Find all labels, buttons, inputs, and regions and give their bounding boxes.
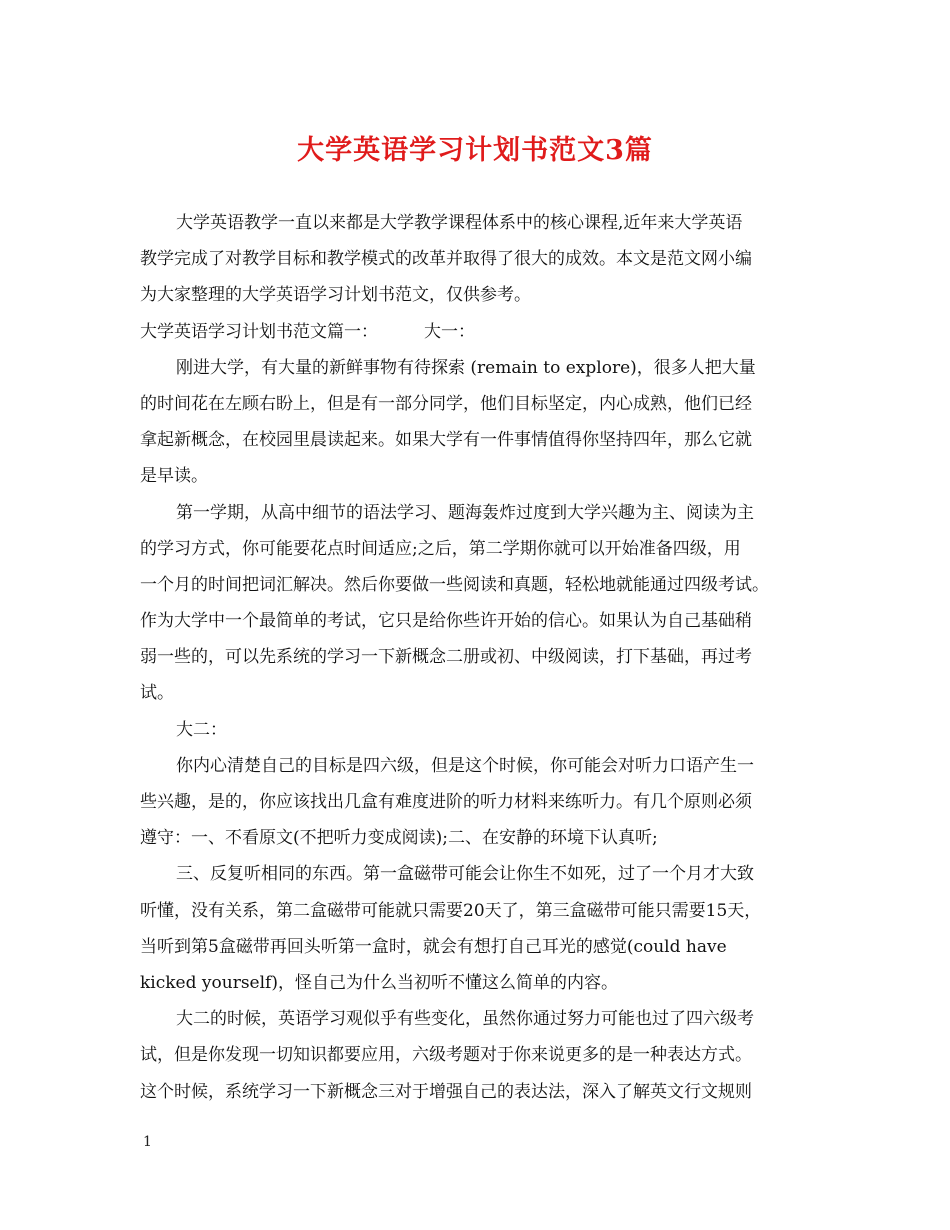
section-heading — [140, 314, 816, 350]
text-line: 遵守：一、不看原文(不把听力变成阅读);二、在安静的环境下认真听; — [140, 828, 658, 849]
document-body — [140, 205, 816, 1110]
subheading: 大二： — [176, 719, 227, 740]
text-line: 些兴趣，是的，你应该找出几盒有难度进阶的听力材料来练听力。有几个原则必须 — [140, 792, 752, 812]
text-line: 大二的时候，英语学习观似乎有些变化，虽然你通过努力可能也过了四六级考 — [176, 1009, 754, 1030]
section-subheading: 大一： — [424, 321, 475, 342]
text-line: kicked yourself)，怪自己为什么当初听不懂这么简单的内容。 — [140, 972, 618, 993]
text-line: 的学习方式，你可能要花点时间适应;之后，第二学期你就可以开始准备四级，用 — [140, 538, 741, 559]
text-line: 作为大学中一个最简单的考试，它只是给你些许开始的信心。如果认为自己基础稍 — [140, 611, 752, 632]
text-line: 刚进大学，有大量的新鲜事物有待探索 (remain to explore)，很多人把大量 — [176, 357, 756, 378]
text-line: 三、反复听相同的东西。第一盒磁带可能会让你生不如死，过了一个月才大致 — [176, 864, 754, 885]
text-line: 第一学期，从高中细节的语法学习、题海轰炸过度到大学兴趣为主、阅读为主 — [176, 502, 754, 523]
text-line: 你内心清楚自己的目标是四六级，但是这个时候，你可能会对听力口语产生一 — [176, 755, 754, 776]
text-line: 大学英语教学一直以来都是大学教学课程体系中的核心课程,近年来大学英语 — [176, 213, 743, 233]
text-line: 试，但是你发现一切知识都要应用，六级考题对于你来说更多的是一种表达方式。 — [140, 1045, 752, 1066]
text-line: 这个时候，系统学习一下新概念三对于增强自己的表达法，深入了解英文行文规则 — [140, 1081, 752, 1102]
text-line: 是早读。 — [140, 466, 208, 487]
text-line: 为大家整理的大学英语学习计划书范文，仅供参考。 — [140, 285, 531, 306]
text-line: 一个月的时间把词汇解决。然后你要做一些阅读和真题，轻松地就能通过四级考试。 — [140, 574, 769, 595]
text-line: 当听到第5盒磁带再回头听第一盒时，就会有想打自己耳光的感觉(could have — [140, 936, 727, 957]
section-heading-text: 大学英语学习计划书范文篇一： — [140, 321, 378, 342]
text-line: 弱一些的，可以先系统的学习一下新概念二册或初、中级阅读，打下基础，再过考 — [140, 647, 752, 668]
text-line: 拿起新概念，在校园里晨读起来。如果大学有一件事情值得你坚持四年，那么它就 — [140, 430, 752, 451]
text-line: 的时间花在左顾右盼上，但是有一部分同学，他们目标坚定，内心成熟，他们已经 — [140, 393, 752, 414]
document-title: 大学英语学习计划书范文3篇 — [297, 135, 653, 166]
text-line: 试。 — [140, 683, 174, 704]
text-line: 听懂，没有关系，第二盒磁带可能就只需要20天了，第三盒磁带可能只需要15天， — [140, 900, 762, 921]
text-line: 教学完成了对教学目标和教学模式的改革并取得了很大的成效。本文是范文网小编 — [140, 249, 752, 270]
page-number: 1 — [143, 1134, 152, 1150]
